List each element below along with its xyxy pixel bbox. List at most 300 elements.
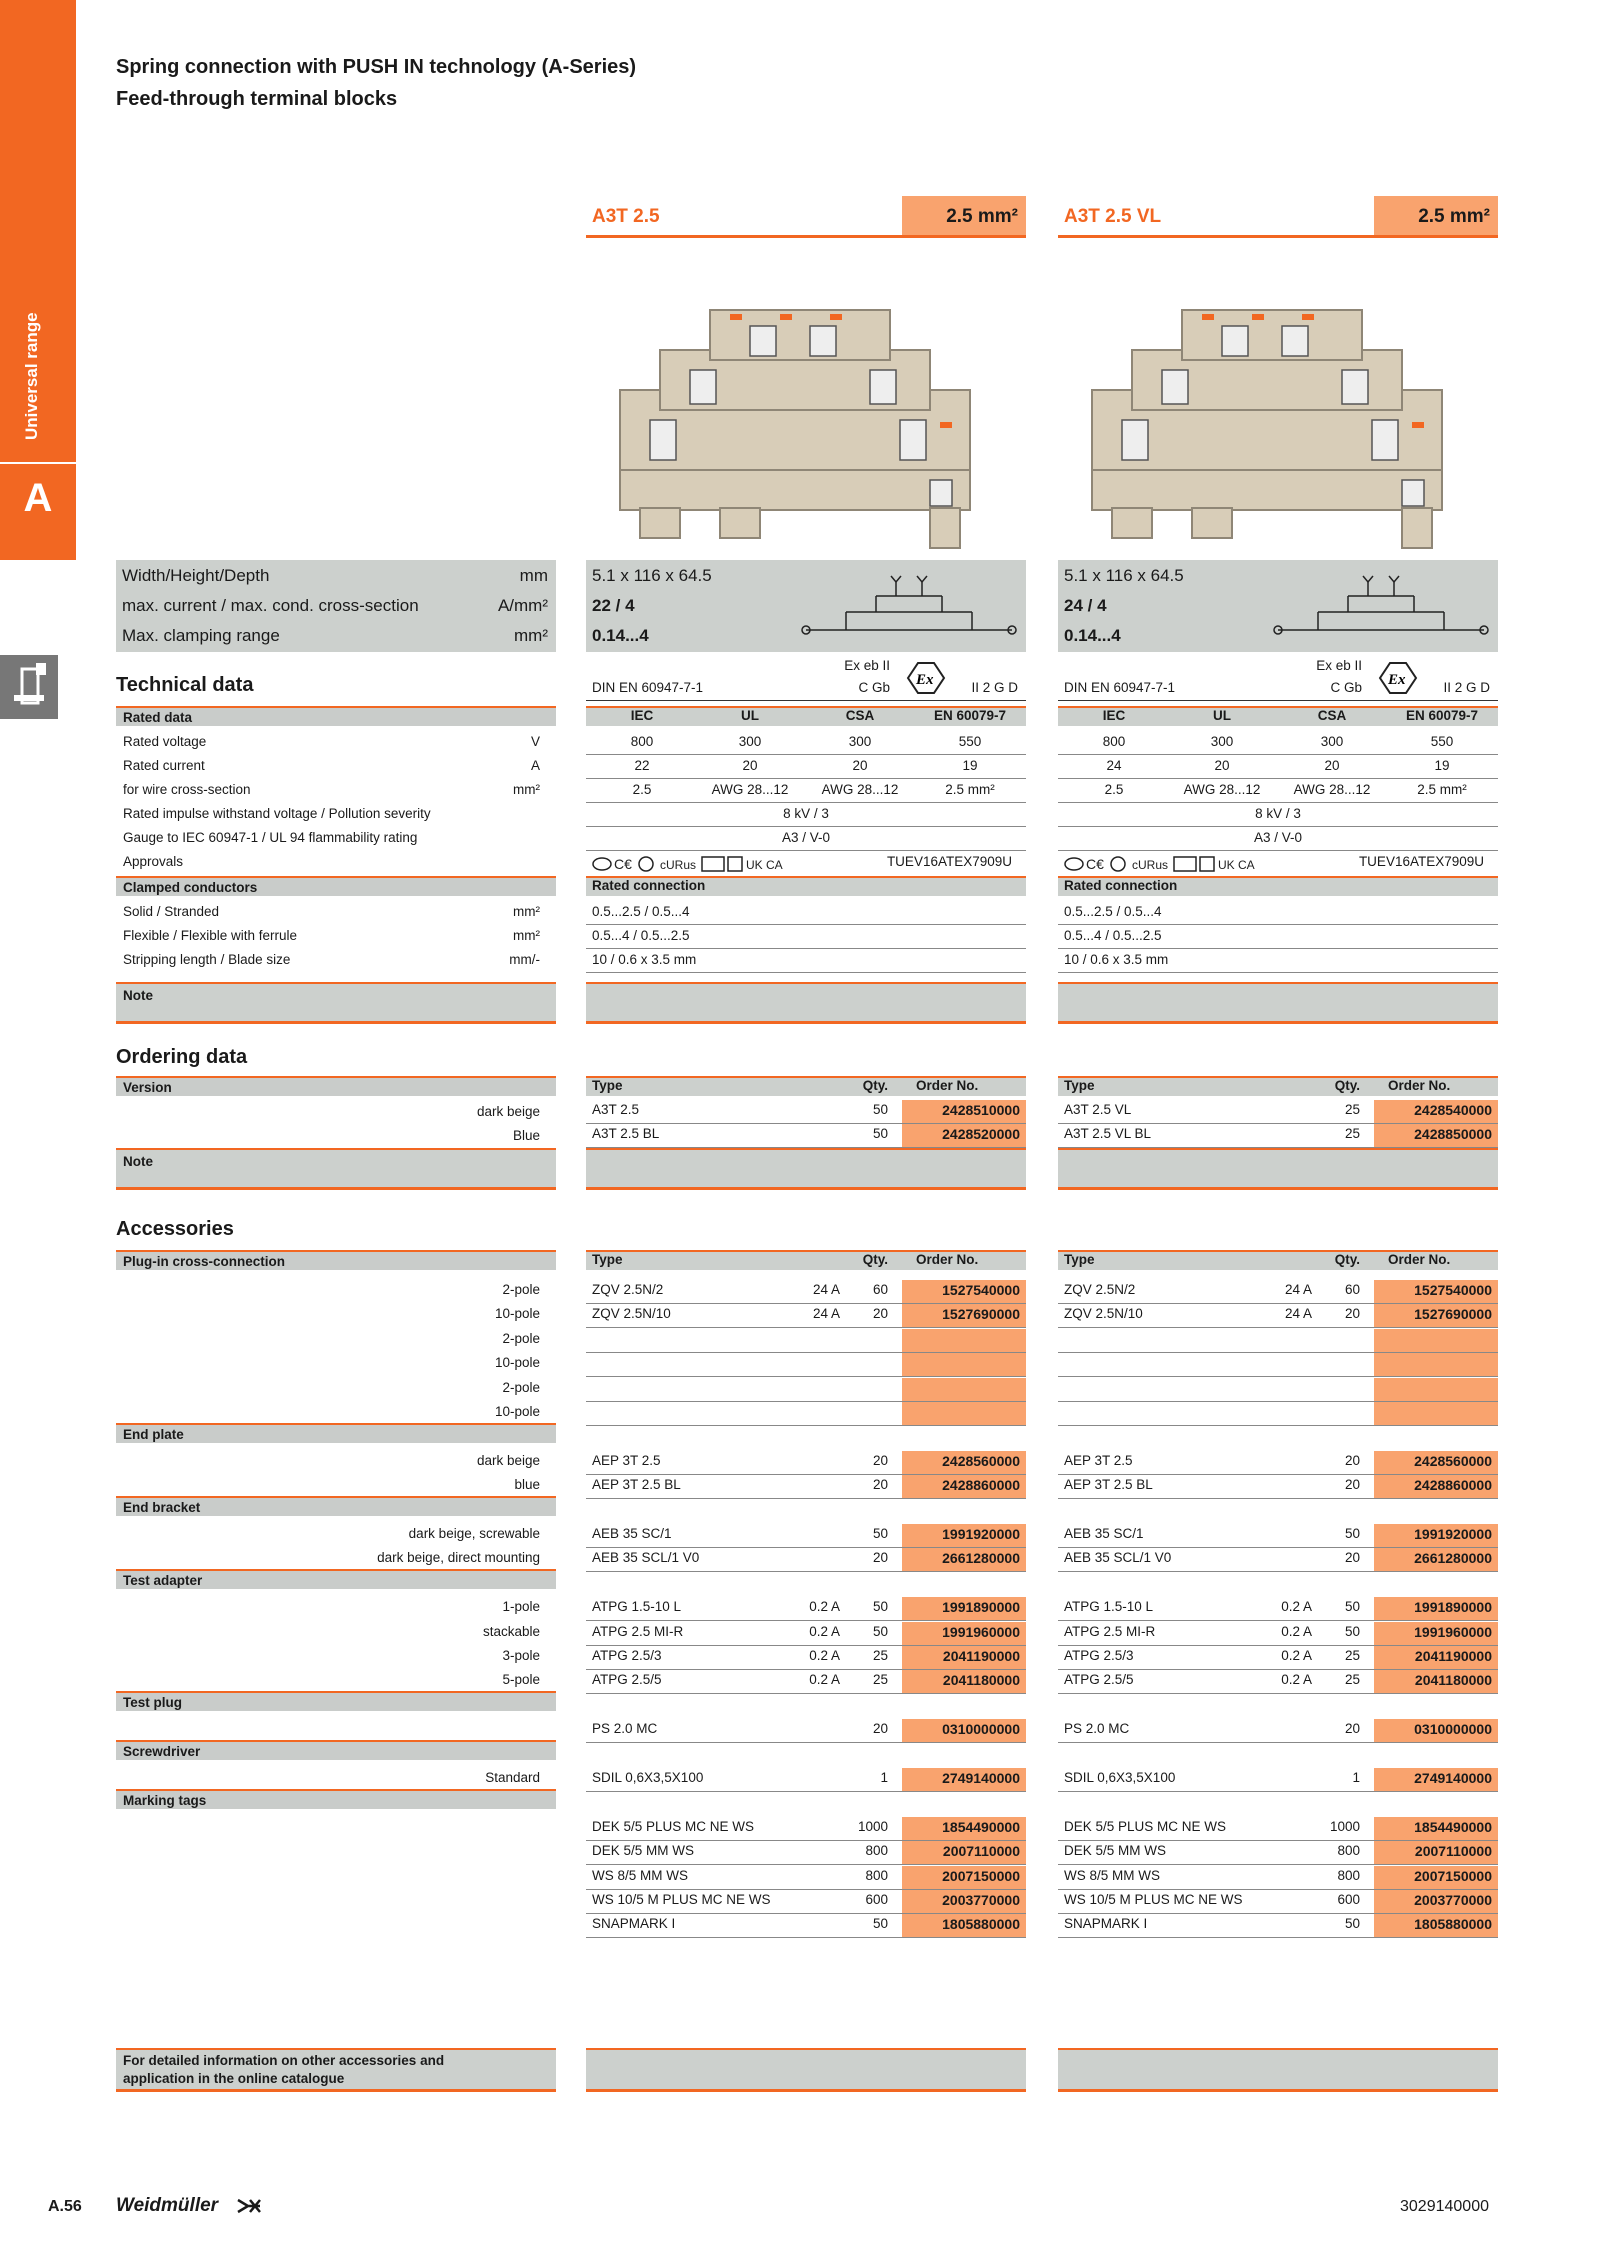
tech-row-label: for wire cross-section: [123, 782, 251, 797]
product-image: [600, 300, 1000, 560]
acc-order-number: [902, 1402, 1026, 1425]
acc-qty: 1: [880, 1770, 888, 1785]
current-value: 22 / 4: [592, 596, 635, 615]
acc-type: SDIL 0,6X3,5X100: [592, 1770, 704, 1785]
col-type: Type: [592, 1078, 623, 1093]
rule: [586, 1327, 1026, 1328]
acc-rating: 0.2 A: [809, 1624, 840, 1639]
cert-value: 20: [1324, 758, 1340, 773]
acc-order-number: 1854490000: [1374, 1817, 1498, 1840]
cert-col-header: UL: [741, 708, 759, 723]
clamped-row-unit: mm²: [513, 928, 540, 943]
doc-code: 3029140000: [1400, 2198, 1489, 2215]
order-type: A3T 2.5 VL BL: [1064, 1126, 1152, 1141]
cert-number: TUEV16ATEX7909U: [1358, 854, 1484, 869]
rule: [586, 924, 1026, 925]
connection-value: 0.5...2.5 / 0.5...4: [592, 904, 690, 919]
acc-order-number: 2428560000: [1374, 1451, 1498, 1474]
acc-qty: 25: [1344, 1672, 1360, 1687]
product-header: [586, 196, 1026, 238]
acc-type: AEP 3T 2.5: [592, 1453, 661, 1468]
acc-order-number: 2007110000: [902, 1841, 1026, 1864]
acc-rating: 0.2 A: [1281, 1672, 1312, 1687]
page-number: A.56: [48, 2198, 82, 2215]
rule: [1058, 778, 1498, 779]
order-number: 2428510000: [902, 1100, 1026, 1123]
clamped-row-label: Solid / Stranded: [123, 904, 220, 919]
order-qty: 50: [872, 1102, 888, 1117]
rule: [1058, 1620, 1498, 1621]
rule: [1058, 948, 1498, 949]
svg-text:C€: C€: [1086, 856, 1104, 872]
technical-title: Technical data: [116, 674, 254, 696]
standard-label: DIN EN 60947-7-1: [1064, 680, 1176, 695]
cert-col-header: IEC: [630, 708, 654, 723]
acc-order-number: 2428560000: [902, 1451, 1026, 1474]
acc-order-number: 1991890000: [902, 1597, 1026, 1620]
rated-data-header: Rated data: [116, 706, 556, 726]
acc-rating: 0.2 A: [1281, 1648, 1312, 1663]
rated-connection-label: Rated connection: [1064, 878, 1178, 893]
impulse-value: 8 kV / 3: [1255, 806, 1301, 821]
accessory-variant: dark beige, screwable: [408, 1526, 540, 1541]
order-type: A3T 2.5 BL: [592, 1126, 660, 1141]
accessory-group-header: Screwdriver: [116, 1740, 556, 1760]
acc-rating: 24 A: [1284, 1306, 1312, 1321]
acc-type: AEP 3T 2.5 BL: [592, 1477, 681, 1492]
section-label: Universal range: [22, 312, 41, 440]
cert-value: AWG 28...12: [821, 782, 899, 797]
ex-hexagon-icon: [1376, 660, 1420, 696]
summary-unit: mm²: [514, 626, 548, 645]
acc-type: WS 10/5 M PLUS MC NE WS: [592, 1892, 771, 1907]
product-catalogue-box: [1058, 2048, 1498, 2092]
rule: [1058, 1693, 1498, 1694]
connection-value: 10 / 0.6 x 3.5 mm: [592, 952, 697, 967]
acc-order-number: 2041180000: [1374, 1670, 1498, 1693]
acc-order-number: 1527690000: [902, 1304, 1026, 1327]
clamp-value: 0.14...4: [1064, 626, 1121, 645]
acc-type: AEP 3T 2.5 BL: [1064, 1477, 1153, 1492]
acc-qty: 50: [1344, 1624, 1360, 1639]
connection-value: 10 / 0.6 x 3.5 mm: [1064, 952, 1169, 967]
acc-qty: 20: [872, 1477, 888, 1492]
acc-qty: 20: [1344, 1453, 1360, 1468]
catalogue-note: For detailed information on other accessories and application in the online catalogue: [123, 2053, 445, 2086]
accessory-variant: 2-pole: [502, 1380, 540, 1395]
order-qty: 25: [1344, 1126, 1360, 1141]
rule: [1058, 924, 1498, 925]
tech-row-unit: V: [530, 734, 540, 749]
product-note-box: [1058, 982, 1498, 1024]
acc-order-number: 2041180000: [902, 1670, 1026, 1693]
tech-row-unit: mm²: [513, 782, 540, 797]
tech-row-label: Approvals: [123, 854, 184, 869]
connection-value: 0.5...2.5 / 0.5...4: [1064, 904, 1162, 919]
version-1: dark beige: [476, 1104, 540, 1119]
acc-rating: 0.2 A: [1281, 1624, 1312, 1639]
accessory-group-header: Marking tags: [116, 1789, 556, 1809]
cert-value: 19: [1434, 758, 1450, 773]
rule: [586, 972, 1026, 973]
acc-col-type: Type: [592, 1252, 623, 1267]
accessory-group-header: Test plug: [116, 1691, 556, 1711]
acc-type: ATPG 2.5/3: [1064, 1648, 1134, 1663]
acc-qty: 20: [1344, 1306, 1360, 1321]
acc-qty: 1000: [1329, 1819, 1360, 1834]
rule: [1058, 850, 1498, 851]
acc-type: AEB 35 SC/1: [1064, 1526, 1144, 1541]
acc-type: ZQV 2.5N/2: [592, 1282, 664, 1297]
acc-qty: 60: [1344, 1282, 1360, 1297]
rule: [1058, 1425, 1498, 1426]
cert-value: 800: [630, 734, 654, 749]
acc-rating: 0.2 A: [809, 1599, 840, 1614]
acc-qty: 20: [1344, 1550, 1360, 1565]
accessory-group-header: End plate: [116, 1423, 556, 1443]
rated-connection-label: Rated connection: [592, 878, 706, 893]
product-header: [1058, 196, 1498, 238]
accessory-variant: dark beige: [476, 1453, 540, 1468]
cert-value: 2.5 mm²: [945, 782, 995, 797]
acc-order-number: 2428860000: [1374, 1475, 1498, 1498]
cert-value: 20: [742, 758, 758, 773]
acc-qty: 20: [872, 1306, 888, 1321]
acc-type: ATPG 1.5-10 L: [592, 1599, 682, 1614]
rule: [586, 754, 1026, 755]
ex-hexagon-icon: [904, 660, 948, 696]
svg-text:cURus: cURus: [1132, 858, 1169, 872]
ex-line1: Ex eb II: [1316, 658, 1362, 673]
rule: [586, 1425, 1026, 1426]
clamped-row-label: Flexible / Flexible with ferrule: [123, 928, 298, 943]
acc-order-number: 2749140000: [902, 1768, 1026, 1791]
acc-type: ZQV 2.5N/10: [592, 1306, 671, 1321]
product-size: 2.5 mm²: [1374, 196, 1498, 235]
rule: [1058, 972, 1498, 973]
dims-value: 5.1 x 116 x 64.5: [1064, 566, 1184, 585]
product-image: [1072, 300, 1472, 560]
acc-qty: 20: [872, 1550, 888, 1565]
svg-text:cURus: cURus: [660, 858, 697, 872]
svg-text:Ex: Ex: [916, 672, 934, 688]
dims-value: 5.1 x 116 x 64.5: [592, 566, 712, 585]
accessories-title: Accessories: [116, 1218, 234, 1240]
rule: [586, 1571, 1026, 1572]
acc-order-number: 2003770000: [902, 1890, 1026, 1913]
acc-order-number: 2003770000: [1374, 1890, 1498, 1913]
rule: [586, 850, 1026, 851]
order-number: 2428850000: [1374, 1124, 1498, 1147]
current-value: 24 / 4: [1064, 596, 1107, 615]
ordering-note-box: [116, 1148, 556, 1190]
rule: [1058, 1376, 1498, 1377]
divider: [0, 462, 76, 464]
ordering-title: Ordering data: [116, 1046, 248, 1068]
gauge-value: A3 / V-0: [1253, 830, 1303, 845]
cert-value: AWG 28...12: [1183, 782, 1261, 797]
acc-type: ATPG 2.5/3: [592, 1648, 662, 1663]
acc-order-number: 1805880000: [902, 1914, 1026, 1937]
clamped-row-label: Stripping length / Blade size: [123, 952, 291, 967]
acc-type: WS 8/5 MM WS: [1064, 1868, 1161, 1883]
acc-qty: 800: [865, 1843, 888, 1858]
order-type: A3T 2.5: [592, 1102, 640, 1117]
page-title: Spring connection with PUSH IN technology (A-Series): [116, 56, 637, 78]
acc-qty: 50: [1344, 1599, 1360, 1614]
clamp-value: 0.14...4: [592, 626, 649, 645]
acc-type: ZQV 2.5N/2: [1064, 1282, 1136, 1297]
acc-type: PS 2.0 MC: [592, 1721, 658, 1736]
acc-qty: 50: [872, 1624, 888, 1639]
rule: [586, 826, 1026, 827]
acc-type: ATPG 2.5/5: [1064, 1672, 1134, 1687]
product-catalogue-box: [586, 2048, 1026, 2092]
acc-qty: 50: [872, 1526, 888, 1541]
accessory-group-header: End bracket: [116, 1496, 556, 1516]
clamped-row-unit: mm²: [513, 904, 540, 919]
connection-value: 0.5...4 / 0.5...2.5: [1064, 928, 1162, 943]
cert-value: 550: [1430, 734, 1454, 749]
rule: [586, 1791, 1026, 1792]
product-size: 2.5 mm²: [902, 196, 1026, 235]
version-header: Version: [116, 1076, 556, 1096]
acc-order-number: [902, 1329, 1026, 1352]
ex-line2: C Gb: [858, 680, 890, 695]
acc-order-number: 1991960000: [902, 1622, 1026, 1645]
cert-value: 24: [1106, 758, 1122, 773]
acc-type: AEP 3T 2.5: [1064, 1453, 1133, 1468]
tech-row-label: Rated voltage: [123, 734, 207, 749]
acc-rating: 0.2 A: [809, 1648, 840, 1663]
acc-order-number: [1374, 1329, 1498, 1352]
rule: [1058, 1498, 1498, 1499]
acc-type: DEK 5/5 PLUS MC NE WS: [592, 1819, 755, 1834]
acc-order-number: [902, 1378, 1026, 1401]
cert-value: 2.5 mm²: [1417, 782, 1467, 797]
cert-value: 300: [1210, 734, 1234, 749]
product-order-note-box: [1058, 1148, 1498, 1190]
svg-text:UK CA: UK CA: [746, 858, 783, 872]
acc-qty: 25: [872, 1648, 888, 1663]
rule: [1058, 754, 1498, 755]
cert-col-header: UL: [1213, 708, 1231, 723]
acc-qty: 25: [1344, 1648, 1360, 1663]
acc-rating: 24 A: [812, 1306, 840, 1321]
note-label: Note: [123, 988, 153, 1003]
clamped-row-unit: mm/-: [509, 952, 540, 967]
acc-qty: 800: [865, 1868, 888, 1883]
rule: [1058, 1937, 1498, 1938]
accessory-variant: 3-pole: [502, 1648, 540, 1663]
svg-text:UK CA: UK CA: [1218, 858, 1255, 872]
cert-value: 300: [1320, 734, 1344, 749]
rule: [1058, 826, 1498, 827]
accessory-variant: 10-pole: [494, 1404, 540, 1419]
acc-qty: 20: [1344, 1477, 1360, 1492]
acc-order-number: [1374, 1378, 1498, 1401]
rule: [586, 1693, 1026, 1694]
col-qty: Qty.: [1334, 1078, 1360, 1093]
acc-qty: 50: [872, 1599, 888, 1614]
clamped-header: Clamped conductors: [116, 876, 556, 896]
page-subtitle: Feed-through terminal blocks: [116, 88, 398, 110]
acc-qty: 25: [872, 1672, 888, 1687]
cert-value: 2.5: [632, 782, 652, 797]
acc-qty: 50: [1344, 1526, 1360, 1541]
summary-label: Width/Height/Depth: [122, 566, 270, 585]
standard-label: DIN EN 60947-7-1: [592, 680, 704, 695]
acc-type: ATPG 2.5/5: [592, 1672, 662, 1687]
version-2: Blue: [512, 1128, 540, 1143]
cert-value: AWG 28...12: [711, 782, 789, 797]
cert-number: TUEV16ATEX7909U: [886, 854, 1012, 869]
product-name: A3T 2.5: [592, 206, 660, 227]
acc-qty: 50: [1344, 1916, 1360, 1931]
acc-order-number: 1527540000: [1374, 1280, 1498, 1303]
acc-type: AEB 35 SC/1: [592, 1526, 672, 1541]
cert-value: 300: [848, 734, 872, 749]
rule: [1058, 700, 1498, 701]
col-qty: Qty.: [862, 1078, 888, 1093]
accessory-variant: 5-pole: [502, 1672, 540, 1687]
product-order-note-box: [586, 1148, 1026, 1190]
rule: [586, 1937, 1026, 1938]
acc-type: WS 8/5 MM WS: [592, 1868, 689, 1883]
acc-col-type: Type: [1064, 1252, 1095, 1267]
cert-col-header: IEC: [1102, 708, 1126, 723]
acc-type: AEB 35 SCL/1 V0: [592, 1550, 700, 1565]
acc-type: WS 10/5 M PLUS MC NE WS: [1064, 1892, 1243, 1907]
col-type: Type: [1064, 1078, 1095, 1093]
acc-order-number: 1991960000: [1374, 1622, 1498, 1645]
acc-order-number: 0310000000: [1374, 1719, 1498, 1742]
acc-type: ZQV 2.5N/10: [1064, 1306, 1143, 1321]
rule: [1058, 1327, 1498, 1328]
rule: [586, 1742, 1026, 1743]
terminal-icon: [0, 655, 58, 719]
acc-type: ATPG 1.5-10 L: [1064, 1599, 1154, 1614]
ex-line3: II 2 G D: [1443, 680, 1490, 695]
acc-type: DEK 5/5 MM WS: [592, 1843, 695, 1858]
order-type: A3T 2.5 VL: [1064, 1102, 1132, 1117]
rule: [1058, 1864, 1498, 1865]
cert-value: 300: [738, 734, 762, 749]
acc-order-number: 2428860000: [902, 1475, 1026, 1498]
accessory-variant: blue: [514, 1477, 540, 1492]
cert-value: 20: [852, 758, 868, 773]
acc-order-number: 1991920000: [1374, 1524, 1498, 1547]
connection-value: 0.5...4 / 0.5...2.5: [592, 928, 690, 943]
acc-order-number: 2007150000: [902, 1866, 1026, 1889]
acc-col-order-no: Order No.: [916, 1252, 979, 1267]
cert-col-header: EN 60079-7: [933, 708, 1007, 723]
order-number: 2428540000: [1374, 1100, 1498, 1123]
acc-rating: 24 A: [812, 1282, 840, 1297]
acc-rating: 0.2 A: [1281, 1599, 1312, 1614]
cert-col-header: CSA: [1317, 708, 1347, 723]
acc-order-number: [1374, 1353, 1498, 1376]
acc-type: ATPG 2.5 MI-R: [1064, 1624, 1156, 1639]
acc-type: SNAPMARK I: [592, 1916, 676, 1931]
accessory-variant: 2-pole: [502, 1331, 540, 1346]
acc-qty: 20: [1344, 1721, 1360, 1736]
cert-value: 19: [962, 758, 978, 773]
acc-order-number: 1991890000: [1374, 1597, 1498, 1620]
tech-row-label: Gauge to IEC 60947-1 / UL 94 flammability rating: [123, 830, 418, 845]
acc-order-number: 0310000000: [902, 1719, 1026, 1742]
product-note-box: [586, 982, 1026, 1024]
cert-value: 550: [958, 734, 982, 749]
accessory-variant: 2-pole: [502, 1282, 540, 1297]
rule: [586, 1620, 1026, 1621]
rule: [586, 778, 1026, 779]
rule: [586, 948, 1026, 949]
acc-qty: 20: [872, 1721, 888, 1736]
wiring-diagram: [1268, 566, 1494, 646]
product-name: A3T 2.5 VL: [1064, 206, 1162, 227]
tech-row-unit: A: [530, 758, 540, 773]
acc-type: AEB 35 SCL/1 V0: [1064, 1550, 1172, 1565]
ex-line1: Ex eb II: [844, 658, 890, 673]
ex-line2: C Gb: [1330, 680, 1362, 695]
acc-col-qty: Qty.: [862, 1252, 888, 1267]
impulse-value: 8 kV / 3: [783, 806, 829, 821]
acc-rating: 0.2 A: [809, 1672, 840, 1687]
acc-order-number: 2749140000: [1374, 1768, 1498, 1791]
acc-type: SNAPMARK I: [1064, 1916, 1148, 1931]
rule: [586, 1864, 1026, 1865]
acc-type: PS 2.0 MC: [1064, 1721, 1130, 1736]
acc-order-number: 2041190000: [902, 1646, 1026, 1669]
accessory-group-header: Plug-in cross-connection: [116, 1250, 556, 1270]
rule: [586, 700, 1026, 701]
acc-order-number: 2661280000: [1374, 1548, 1498, 1571]
acc-order-number: 1991920000: [902, 1524, 1026, 1547]
svg-text:C€: C€: [614, 856, 632, 872]
acc-type: SDIL 0,6X3,5X100: [1064, 1770, 1176, 1785]
order-number: 2428520000: [902, 1124, 1026, 1147]
accessory-variant: stackable: [482, 1624, 540, 1639]
acc-col-qty: Qty.: [1334, 1252, 1360, 1267]
acc-order-number: 1527690000: [1374, 1304, 1498, 1327]
acc-order-number: [1374, 1402, 1498, 1425]
acc-col-order-no: Order No.: [1388, 1252, 1451, 1267]
note-box: [116, 982, 556, 1024]
summary-label: Max. clamping range: [122, 626, 280, 645]
col-order-no: Order No.: [916, 1078, 979, 1093]
wiring-diagram: [796, 566, 1022, 646]
cert-value: 2.5: [1104, 782, 1124, 797]
ordering-note-label: Note: [123, 1154, 153, 1169]
acc-qty: 50: [872, 1916, 888, 1931]
rule: [1058, 1742, 1498, 1743]
cert-value: 20: [1214, 758, 1230, 773]
tech-row-label: Rated impulse withstand voltage / Pollution severity: [123, 806, 431, 821]
accessory-group-header: Test adapter: [116, 1569, 556, 1589]
accessory-variant: 10-pole: [494, 1306, 540, 1321]
acc-qty: 600: [865, 1892, 888, 1907]
brand-logo: Weidmüller: [116, 2195, 219, 2216]
col-order-no: Order No.: [1388, 1078, 1451, 1093]
acc-order-number: 1527540000: [902, 1280, 1026, 1303]
accessory-variant: dark beige, direct mounting: [377, 1550, 540, 1565]
section-letter: A: [23, 476, 53, 520]
acc-order-number: 1805880000: [1374, 1914, 1498, 1937]
acc-qty: 1000: [857, 1819, 888, 1834]
accessory-variant: 10-pole: [494, 1355, 540, 1370]
cert-value: AWG 28...12: [1293, 782, 1371, 797]
